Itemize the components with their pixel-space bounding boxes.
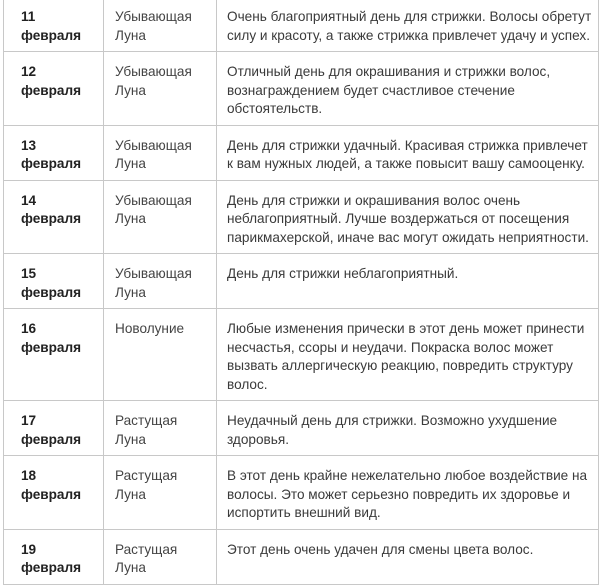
- moon-phase-line-2: Луна: [115, 27, 146, 43]
- date-month: февраля: [21, 156, 82, 171]
- moon-phase-line-1: Убывающая: [115, 9, 192, 24]
- date-cell: [4, 52, 104, 126]
- description-cell: [217, 309, 599, 401]
- date-day: 12: [21, 64, 37, 79]
- moon-phase-cell: [104, 0, 217, 52]
- date-day: 16: [21, 321, 37, 336]
- description-text: Очень благоприятный день для стрижки. Волосы обретут силу и красоту, а также стрижка привлечет удачу и успех.: [227, 9, 592, 43]
- moon-phase-cell: [104, 529, 217, 584]
- date-day: 18: [21, 468, 37, 483]
- description-text: День для стрижки и окрашивания волос очень неблагоприятный. Лучше воздержаться от посещения парикмахерской, иначе вас могут ожидать неприятности.: [227, 192, 589, 245]
- table-row: [4, 52, 599, 126]
- date-cell: [4, 456, 104, 530]
- moon-phase-line-1: Новолуние: [115, 321, 185, 336]
- date-month: февраля: [21, 560, 82, 575]
- table-row: [4, 0, 599, 52]
- description-cell: [217, 180, 599, 254]
- date-month: февраля: [21, 339, 82, 355]
- description-text: День для стрижки удачный. Красивая стрижка привлечет к вам нужных людей, а также повысит вашу самооценку.: [227, 137, 588, 171]
- moon-phase-cell: [104, 125, 217, 180]
- moon-phase-line-2: Луна: [115, 431, 146, 447]
- table-row: [4, 401, 599, 456]
- date-day: 14: [21, 192, 37, 208]
- table-row: [4, 309, 599, 401]
- moon-phase-line-1: Убывающая: [115, 266, 192, 281]
- date-month: февраля: [21, 284, 82, 300]
- moon-phase-line-1: Убывающая: [115, 137, 192, 153]
- moon-phase-line-1: Растущая: [115, 413, 178, 428]
- moon-phase-line-2: Луна: [115, 82, 146, 98]
- moon-phase-line-2: Луна: [115, 560, 146, 575]
- date-cell: [4, 180, 104, 254]
- table-row: [4, 254, 599, 309]
- date-cell: [4, 529, 104, 584]
- description-text: Любые изменения прически в этот день может принести несчастья, ссоры и неудачи. Покраска волос может вызвать аллергическую реакцию, повредить структуру волос.: [227, 321, 585, 392]
- moon-phase-cell: [104, 52, 217, 126]
- date-month: февраля: [21, 27, 82, 43]
- moon-phase-line-2: Луна: [115, 284, 146, 300]
- date-month: февраля: [21, 82, 82, 98]
- date-month: февраля: [21, 486, 82, 502]
- moon-phase-cell: [104, 401, 217, 456]
- date-day: 17: [21, 413, 37, 428]
- moon-phase-cell: [104, 456, 217, 530]
- moon-phase-cell: [104, 180, 217, 254]
- description-cell: [217, 125, 599, 180]
- moon-phase-line-2: Луна: [115, 211, 146, 226]
- date-cell: [4, 0, 104, 52]
- moon-phase-line-2: Луна: [115, 486, 146, 502]
- haircut-calendar-table: [3, 0, 599, 585]
- table-row: [4, 125, 599, 180]
- table-row: [4, 529, 599, 584]
- date-cell: [4, 125, 104, 180]
- moon-phase-cell: [104, 309, 217, 401]
- description-text: В этот день крайне нежелательно любое воздействие на волосы. Это может серьезно повредить их здоровье и испортить внешний вид.: [227, 468, 588, 520]
- description-text: Отличный день для окрашивания и стрижки волос, вознаграждением будет счастливое стечение обстоятельств.: [227, 64, 551, 116]
- table-row: [4, 456, 599, 530]
- description-cell: [217, 456, 599, 530]
- date-day: 11: [21, 9, 36, 24]
- date-day: 15: [21, 266, 37, 281]
- description-text: Этот день очень удачен для смены цвета волос.: [227, 541, 534, 557]
- description-cell: [217, 52, 599, 126]
- moon-phase-line-1: Растущая: [115, 468, 178, 483]
- date-cell: [4, 401, 104, 456]
- date-day: 19: [21, 541, 37, 557]
- description-text: День для стрижки неблагоприятный.: [227, 266, 459, 281]
- date-month: февраля: [21, 431, 82, 447]
- date-cell: [4, 309, 104, 401]
- description-cell: [217, 529, 599, 584]
- moon-phase-line-1: Растущая: [115, 541, 178, 557]
- moon-phase-line-1: Убывающая: [115, 64, 192, 79]
- description-cell: [217, 254, 599, 309]
- date-day: 13: [21, 137, 37, 153]
- table-row: [4, 180, 599, 254]
- description-cell: [217, 401, 599, 456]
- description-text: Неудачный день для стрижки. Возможно ухудшение здоровья.: [227, 413, 558, 447]
- moon-phase-line-1: Убывающая: [115, 192, 192, 208]
- date-cell: [4, 254, 104, 309]
- date-month: февраля: [21, 211, 82, 226]
- calendar-body: [4, 0, 599, 584]
- moon-phase-cell: [104, 254, 217, 309]
- description-cell: [217, 0, 599, 52]
- moon-phase-line-2: Луна: [115, 156, 146, 171]
